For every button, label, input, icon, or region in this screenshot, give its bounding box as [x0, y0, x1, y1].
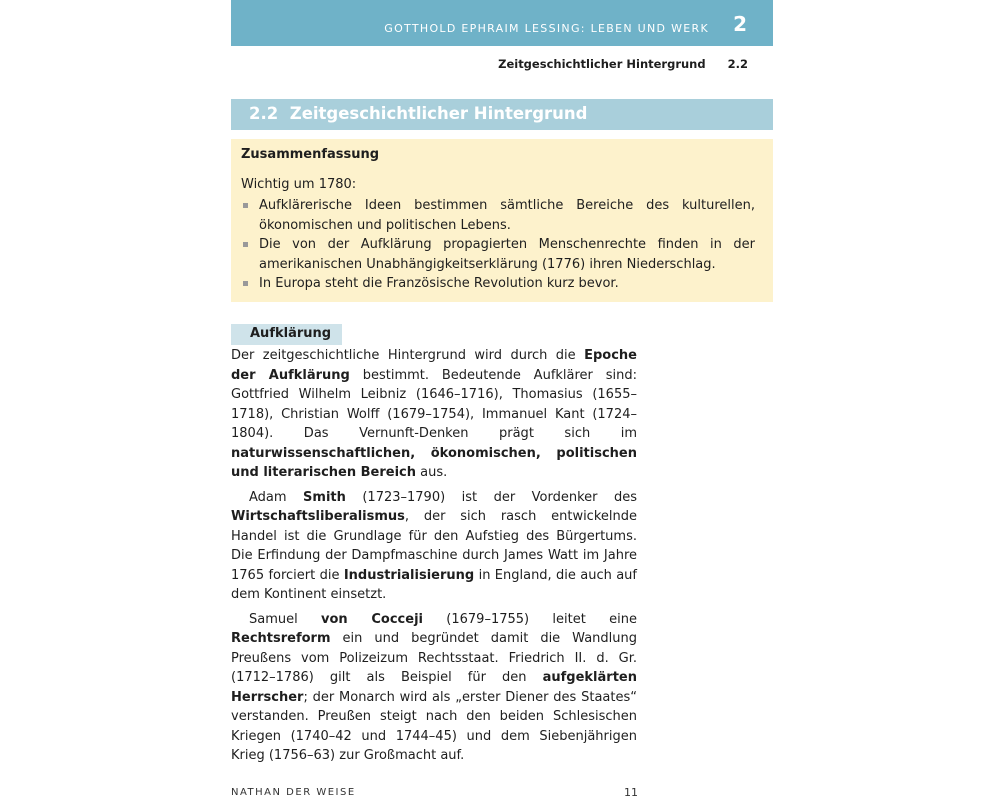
text-run: , der sich rasch entwickelnde Handel ist die Grundlage für den Aufstieg des Bürgertums. Die Erfindung der Dampfmaschine durch James Watt im Jahre 1765 forciert die: [231, 509, 637, 583]
chapter-header-band: [231, 0, 773, 46]
bold-term: Wirtschaftsliberalismus: [231, 509, 405, 524]
summary-bullet-item: [241, 274, 755, 294]
text-run: Der zeitgeschichtliche Hintergrund wird durch die: [231, 348, 585, 363]
text-run: (1723–1790) ist der Vordenker des: [345, 489, 637, 505]
text-run: ; der Monarch wird als „erster Diener des Staates“ verstanden. Preußen steigt nach den beiden Schlesischen Kriegen (1740–42 und 1744–45) und dem Siebenjährigen Krieg (1756–63) zur Großmacht auf.: [231, 689, 637, 763]
square-bullet-icon: [243, 242, 248, 247]
bold-term: naturwissenschaftlichen, ökonomischen, politischen und literarischen Bereich: [231, 445, 637, 480]
text-run: ein und begründet damit die Wandlung Preußens vom Polizeizum Rechtsstaat. Friedrich II. d. Gr. (1712–1786) gilt als Beispiel für den: [231, 631, 637, 685]
bold-term: aufgeklärten Herrscher: [231, 670, 637, 705]
summary-bullet-item: [241, 235, 755, 274]
section-number: 2.2: [249, 104, 279, 123]
text-run: in England, die auch auf dem Kontinent einsetzt.: [231, 567, 637, 602]
footer-book-title: NATHAN DER WEISE: [231, 787, 356, 798]
bold-term: von Cocceji: [321, 611, 423, 627]
body-text: [231, 346, 637, 766]
square-bullet-icon: [243, 203, 248, 208]
page-number: 11: [624, 786, 638, 799]
bold-term: Industrialisierung: [343, 567, 475, 583]
subsection-heading-band: [231, 324, 342, 345]
chapter-title: GOTTHOLD EPHRAIM LESSING: LEBEN UND WERK: [384, 22, 709, 35]
summary-box: [231, 139, 773, 302]
summary-bullet-text: Aufklärerische Ideen bestimmen sämtliche Bereiche des kulturellen, ökonomischen und politischen Lebens.: [259, 198, 755, 233]
bold-term: Smith: [303, 489, 346, 505]
square-bullet-icon: [243, 281, 248, 286]
running-head: [231, 57, 748, 71]
text-run: (1679–1755) leitet eine: [423, 611, 637, 627]
summary-heading: Zusammenfassung: [241, 147, 380, 162]
summary-bullet-text: Die von der Aufklärung propagierten Menschenrechte finden in der amerikanischen Unabhängigkeitserklärung (1776) ihren Niederschlag.: [259, 237, 755, 272]
section-heading-band: [231, 99, 773, 130]
summary-intro: Wichtig um 1780:: [241, 177, 357, 192]
section-title: [249, 104, 587, 123]
summary-bullet-text: In Europa steht die Französische Revolution kurz bevor.: [259, 276, 619, 291]
paragraph-1: [231, 346, 637, 483]
section-title-text: Zeitgeschichtlicher Hintergrund: [289, 104, 588, 123]
running-head-number: 2.2: [727, 57, 748, 71]
summary-list: [241, 196, 755, 294]
running-head-title: Zeitgeschichtlicher Hintergrund: [498, 57, 706, 71]
bold-term: Rechtsreform: [231, 631, 331, 646]
text-run: aus.: [416, 465, 448, 480]
summary-bullet-item: [241, 196, 755, 235]
paragraph-3: [231, 610, 637, 766]
subsection-heading: Aufklärung: [250, 326, 332, 341]
paragraph-2: [231, 488, 637, 605]
chapter-number: 2: [733, 12, 747, 36]
bold-term: Epoche der Aufklärung: [231, 348, 637, 383]
text-run: Samuel: [249, 611, 322, 627]
text-run: Adam: [249, 489, 304, 505]
text-run: bestimmt. Bedeutende Aufklärer sind: Gottfried Wilhelm Leibniz (1646–1716), Thomasius (1655–1718), Christian Wolff (1679–1754), Immanuel Kant (1724–1804). Das Vernunft-Denken prägt sich im: [231, 367, 638, 441]
